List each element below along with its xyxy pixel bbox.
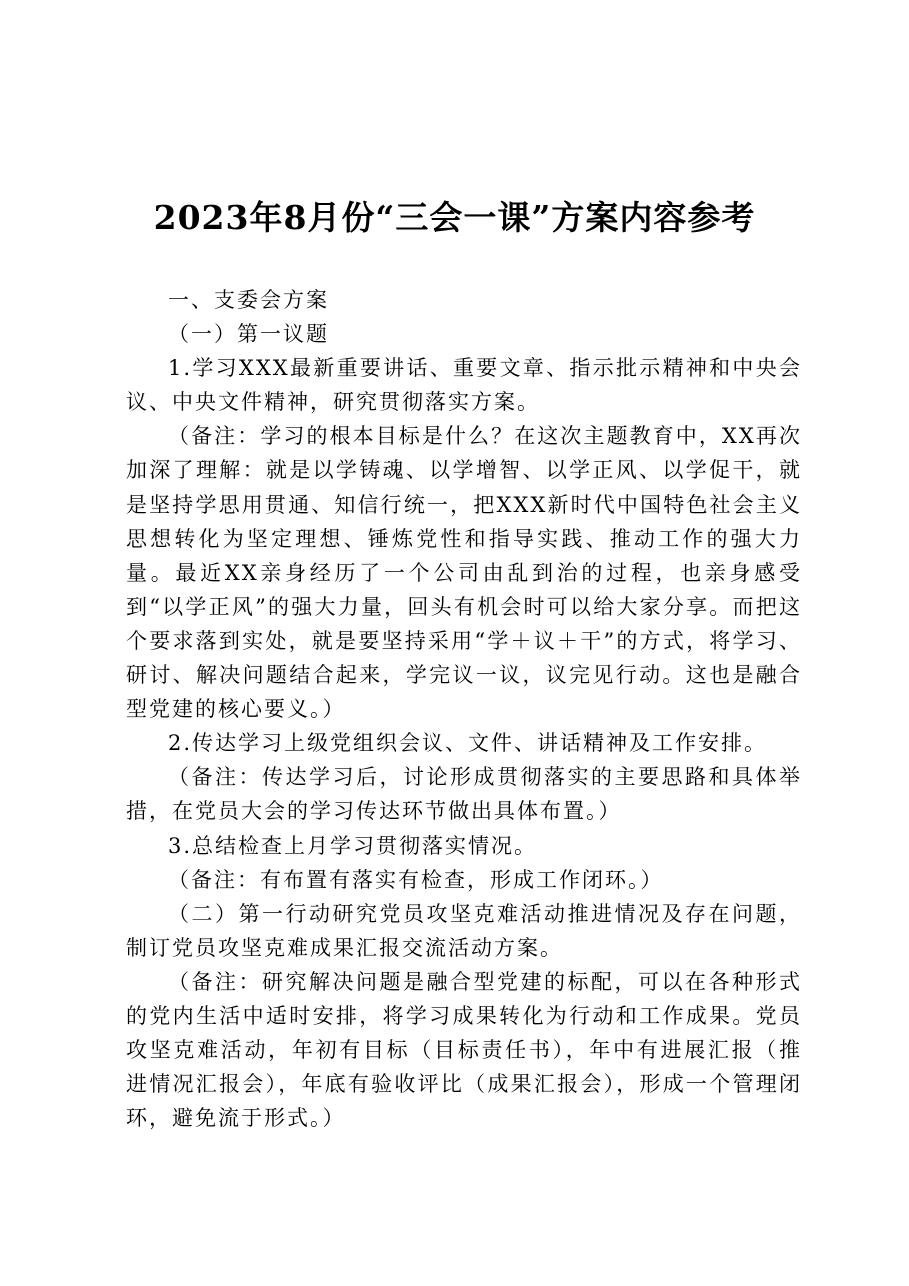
agenda-item: 1.学习XXX最新重要讲话、重要文章、指示批示精神和中央会议、中央文件精神，研究贯彻落实方案。 — [126, 356, 802, 415]
subsection-heading: （二）第一行动研究党员攻坚克难活动推进情况及存在问题，制订党员攻坚克难成果汇报交流活动方案。 — [126, 901, 802, 960]
note-paragraph: （备注：研究解决问题是融合型党建的标配，可以在各种形式的党内生活中适时安排，将学习成果转化为行动和工作成果。党员攻坚克难活动，年初有目标（目标责任书），年中有进展汇报（推进情况汇报会），年底有验收评比（成果汇报会），形成一个管理闭环，避免流于形式。） — [126, 969, 802, 1131]
document-title: 2023年8月份“三会一课”方案内容参考 — [153, 198, 756, 237]
note-paragraph: （备注：有布置有落实有检查，形成工作闭环。） — [168, 867, 664, 892]
subsection-heading: （一）第一议题 — [168, 322, 329, 347]
section-heading: 一、支委会方案 — [168, 288, 329, 312]
agenda-item: 2.传达学习上级党组织会议、文件、讲话精神及工作安排。 — [168, 731, 768, 756]
note-paragraph: （备注：学习的根本目标是什么？在这次主题教育中，XX再次加深了理解：就是以学铸魂、以学增智、以学正风、以学促干，就是坚持学思用贯通、知信行统一，把XXX新时代中国特色社会主义思想转化为坚定理想、锤炼党性和指导实践、推动工作的强大力量。最近XX亲身经历了一个公司由乱到治的过程，也亲身感受到“以学正风”的强大力量，回头有机会时可以给大家分享。而把这个要求落到实处，就是要坚持采用“学＋议＋干”的方式，将学习、研讨、解决问题结合起来，学完议一议，议完见行动。这也是融合型党建的核心要义。） — [126, 424, 802, 722]
agenda-item: 3.总结检查上月学习贯彻落实情况。 — [168, 833, 538, 858]
note-paragraph: （备注：传达学习后，讨论形成贯彻落实的主要思路和具体举措，在党员大会的学习传达环节做出具体布置。） — [126, 765, 802, 824]
document-body — [126, 283, 802, 1135]
